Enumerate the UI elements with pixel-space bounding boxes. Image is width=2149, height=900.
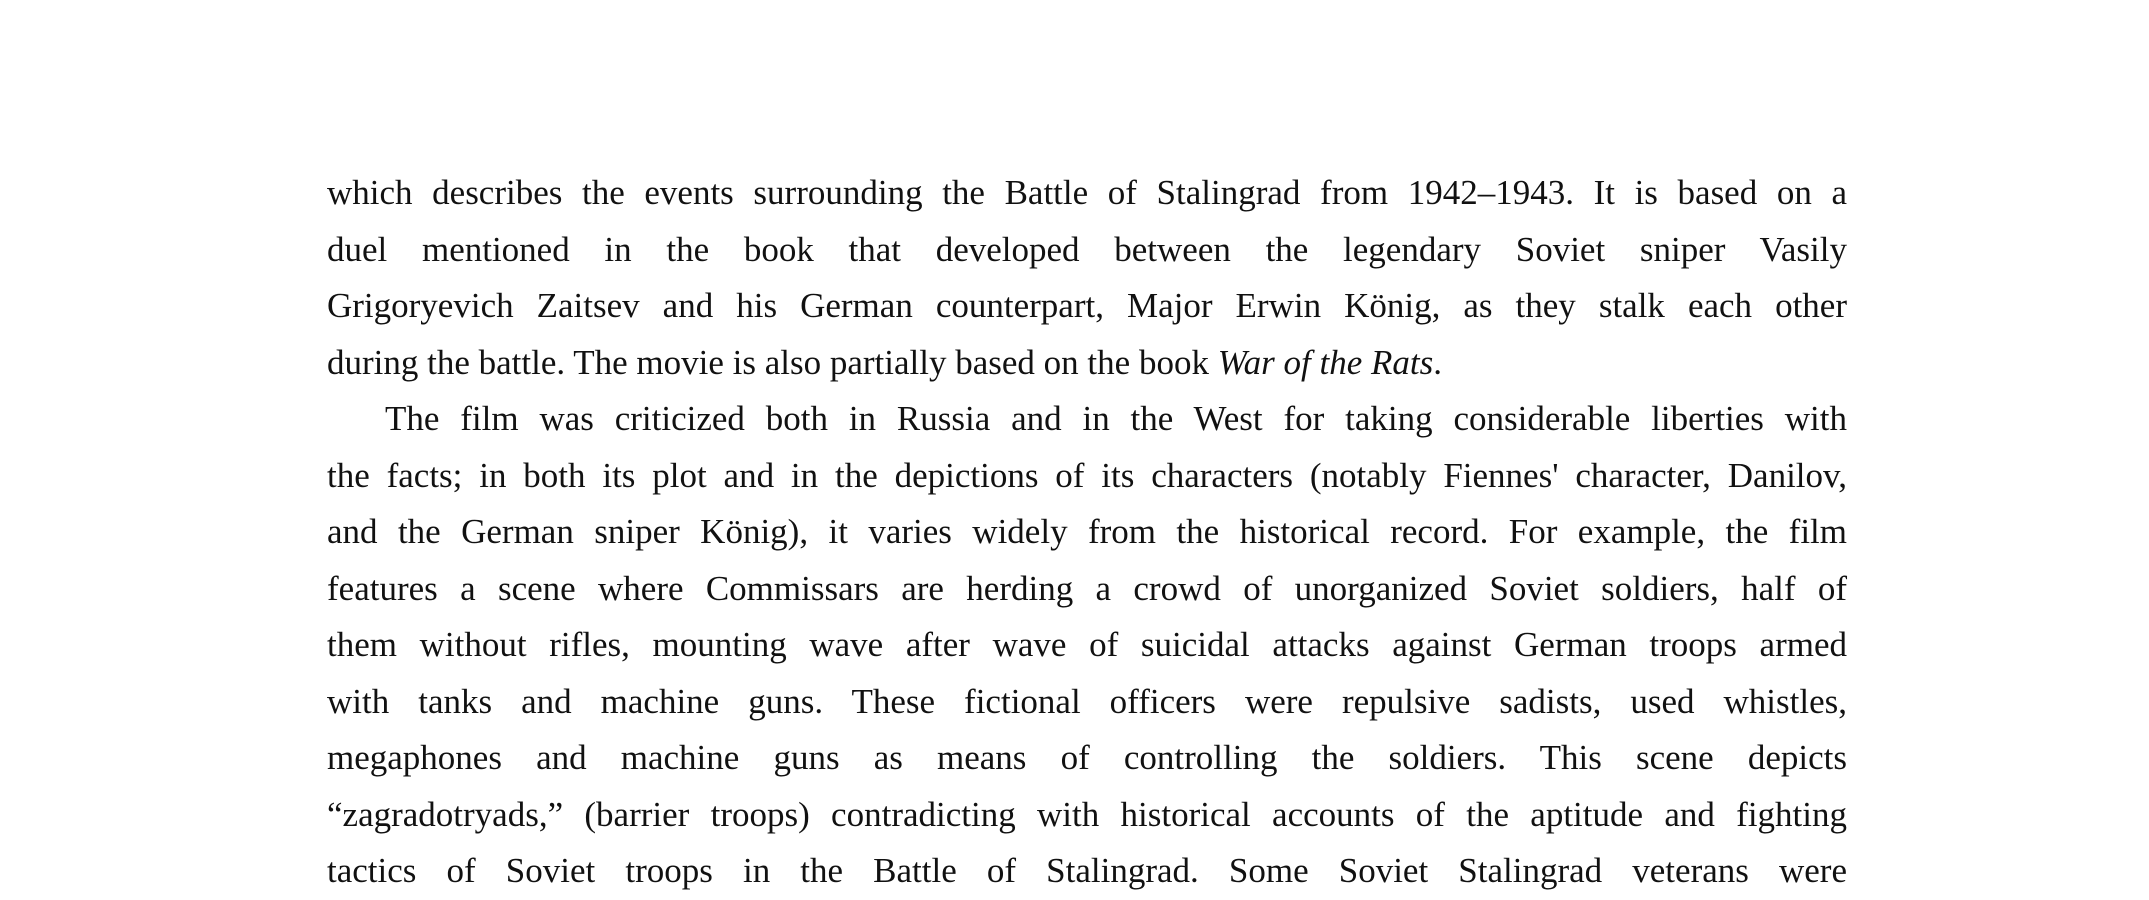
paragraph-2-line-3: and the German sniper König), it varies widely from the historical record. For example, the film <box>327 512 1847 551</box>
paragraph-2-line-4: features a scene where Commissars are herding a crowd of unorganized Soviet soldiers, half of <box>327 568 1847 608</box>
paragraph-2-line-9: tactics of Soviet troops in the Battle of Stalingrad. Some Soviet Stalingrad veterans were <box>327 851 1847 890</box>
paragraph-2-line-7: megaphones and machine guns as means of controlling the soldiers. This scene depicts <box>327 738 1847 777</box>
paragraph-1-line-2: duel mentioned in the book that developed between the legendary Soviet sniper Vasily <box>327 229 1847 269</box>
paragraph-1-line-3: Grigoryevich Zaitsev and his German counterpart, Major Erwin König, as they stalk each other <box>327 286 1847 325</box>
paragraph-1 <box>327 165 1847 391</box>
body-text <box>327 165 1847 900</box>
paragraph-1-line-1: which describes the events surrounding the Battle of Stalingrad from 1942–1943. It is based on a <box>327 173 1847 212</box>
paragraph-2-line-5: them without rifles, mounting wave after wave of suicidal attacks against German troops armed <box>327 625 1847 664</box>
line-4-prefix: during the battle. The movie is also partially based on the book <box>327 342 1218 382</box>
paragraph-2-line-1: The film was criticized both in Russia and in the West for taking considerable liberties with <box>385 399 1847 438</box>
paragraph-2-line-2: the facts; in both its plot and in the depictions of its characters (notably Fiennes' character, Danilov, <box>327 455 1847 495</box>
paragraph-1-line-4 <box>327 335 1847 392</box>
paragraph-2 <box>327 391 1847 900</box>
paragraph-2-line-6: with tanks and machine guns. These fictional officers were repulsive sadists, used whistles, <box>327 681 1847 721</box>
line-4-suffix: . <box>1433 342 1442 382</box>
paragraph-2-line-8: “zagradotryads,” (barrier troops) contradicting with historical accounts of the aptitude and fighting <box>327 794 1847 834</box>
book-title: War of the Rats <box>1217 342 1434 382</box>
